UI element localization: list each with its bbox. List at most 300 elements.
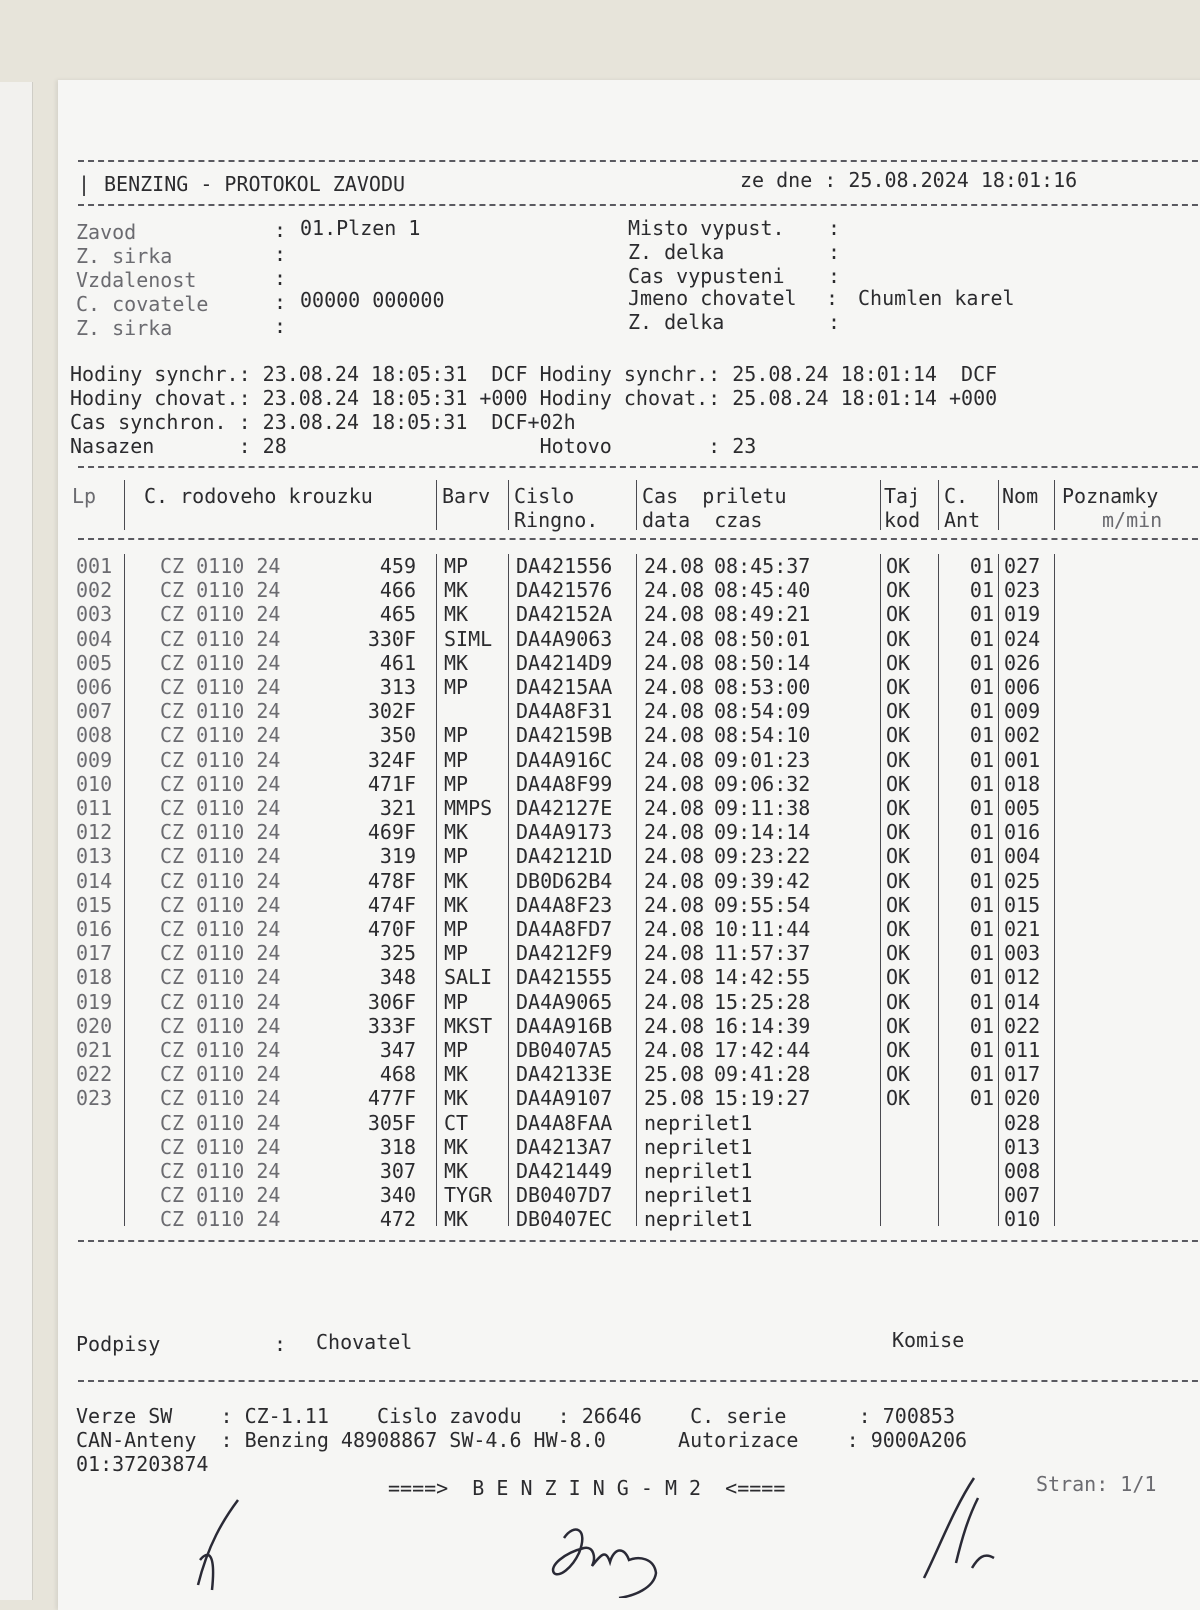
row-ring-number: CZ 0110 24 <box>160 1013 281 1038</box>
row-chip-number: DB0407D7 <box>516 1183 613 1208</box>
row-antenna: 01 <box>969 820 994 845</box>
divider <box>78 160 1200 162</box>
row-arrival-date: 24.08 <box>644 602 705 627</box>
col-header-speed: m/min <box>1102 508 1163 532</box>
table-row <box>58 699 1188 723</box>
row-arrival-date: 24.08 <box>644 917 705 941</box>
table-row <box>58 651 1188 675</box>
row-chip-number: DA421555 <box>516 965 613 990</box>
table-row <box>58 748 1188 772</box>
row-lp: 019 <box>76 989 113 1014</box>
table-row <box>58 1038 1188 1062</box>
row-antenna: 01 <box>969 578 994 603</box>
row-ring-suffix: 477F <box>367 1086 416 1111</box>
row-color: MK <box>444 650 469 675</box>
row-arrival-time: 08:45:37 <box>714 554 811 578</box>
row-ring-number: CZ 0110 24 <box>160 1110 281 1135</box>
info-colon: : <box>274 266 287 290</box>
table-row <box>58 844 1188 868</box>
info-colon: : <box>828 264 841 288</box>
row-antenna: 01 <box>969 675 994 699</box>
row-secret-code: OK <box>886 578 911 603</box>
row-arrival-time: 09:11:38 <box>714 796 811 820</box>
row-ring-suffix: 474F <box>367 892 416 917</box>
row-ring-number: CZ 0110 24 <box>160 989 281 1014</box>
sync-line: Nasazen : 28 Hotovo : 23 <box>70 434 757 458</box>
row-arrival-date: 24.08 <box>644 1038 705 1062</box>
row-lp: 014 <box>76 868 113 893</box>
row-ring-number: CZ 0110 24 <box>160 868 281 893</box>
row-antenna: 01 <box>969 844 994 869</box>
row-antenna: 01 <box>969 892 994 917</box>
row-arrival-date: 24.08 <box>644 626 705 651</box>
row-lp: 005 <box>76 650 113 675</box>
table-row <box>58 965 1188 989</box>
signatures-colon: : <box>274 1332 287 1356</box>
row-nomination: 023 <box>1004 578 1041 603</box>
row-ring-number: CZ 0110 24 <box>160 602 281 627</box>
row-ring-suffix: 324F <box>367 747 416 772</box>
row-antenna: 01 <box>969 989 994 1014</box>
row-color: CT <box>444 1110 469 1135</box>
row-chip-number: DA42127E <box>516 796 613 820</box>
row-lp: 006 <box>76 675 113 699</box>
row-arrival-date: 24.08 <box>644 578 705 603</box>
row-ring-number: CZ 0110 24 <box>160 1159 281 1183</box>
info-label: Zavod <box>76 220 137 244</box>
col-header-color: Barv <box>442 484 491 508</box>
table-row <box>58 675 1188 699</box>
row-ring-number: CZ 0110 24 <box>160 771 281 796</box>
divider <box>78 466 1200 468</box>
row-secret-code: OK <box>886 650 911 675</box>
row-chip-number: DA4A8F31 <box>516 699 613 724</box>
row-secret-code: OK <box>886 1013 911 1038</box>
row-color: MK <box>444 1159 469 1183</box>
row-arrival-time: 08:50:01 <box>714 626 811 651</box>
row-secret-code: OK <box>886 892 911 917</box>
row-ring-suffix: 313 <box>379 675 416 699</box>
row-ring-number: CZ 0110 24 <box>160 1062 281 1087</box>
row-ring-suffix: 348 <box>379 965 416 990</box>
row-arrival-time: 09:06:32 <box>714 771 811 796</box>
info-label: Cas vypusteni <box>628 264 785 288</box>
row-secret-code: OK <box>886 626 911 651</box>
row-arrival-date: 24.08 <box>644 1013 705 1038</box>
row-chip-number: DA421449 <box>516 1159 613 1183</box>
col-header-date-time: data czas <box>642 508 763 532</box>
col-separator <box>880 480 881 530</box>
table-row <box>58 1135 1188 1159</box>
row-color: SIML <box>444 626 493 651</box>
row-lp: 011 <box>76 796 113 820</box>
row-ring-number: CZ 0110 24 <box>160 626 281 651</box>
info-value: 01.Plzen 1 <box>300 216 421 240</box>
row-ring-suffix: 333F <box>367 1013 416 1038</box>
row-secret-code: OK <box>886 554 911 578</box>
row-lp: 010 <box>76 771 113 796</box>
row-ring-number: CZ 0110 24 <box>160 699 281 724</box>
row-color: MP <box>444 989 469 1014</box>
row-color: MK <box>444 868 469 893</box>
info-label: C. covatele <box>76 292 209 316</box>
row-secret-code: OK <box>886 602 911 627</box>
table-row <box>58 1062 1188 1086</box>
table-row <box>58 1086 1188 1110</box>
col-header-c: C. <box>944 484 969 508</box>
row-color: MK <box>444 1134 469 1159</box>
row-antenna: 01 <box>969 1086 994 1111</box>
row-ring-number: CZ 0110 24 <box>160 917 281 941</box>
table-row <box>58 1014 1188 1038</box>
sync-line: Hodiny synchr.: 23.08.24 18:05:31 DCF Hodiny synchr.: 25.08.24 18:01:14 DCF <box>70 362 998 386</box>
row-lp: 002 <box>76 578 113 603</box>
row-chip-number: DA421576 <box>516 578 613 603</box>
row-arrival-time: 16:14:39 <box>714 1013 811 1038</box>
row-lp: 004 <box>76 626 113 651</box>
info-label: Z. delka <box>628 310 725 334</box>
row-chip-number: DA4A9173 <box>516 820 613 845</box>
row-nomination: 002 <box>1004 723 1041 748</box>
row-ring-number: CZ 0110 24 <box>160 1207 281 1232</box>
row-nomination: 021 <box>1004 917 1041 941</box>
info-colon: : <box>828 240 841 264</box>
row-lp: 018 <box>76 965 113 990</box>
row-chip-number: DA4215AA <box>516 675 613 699</box>
row-ring-suffix: 472 <box>379 1207 416 1232</box>
row-arrival-date: 24.08 <box>644 747 705 772</box>
row-lp: 001 <box>76 554 113 578</box>
row-ring-number: CZ 0110 24 <box>160 723 281 748</box>
row-color: MP <box>444 554 469 578</box>
row-lp: 016 <box>76 917 113 941</box>
row-arrival-time: 09:41:28 <box>714 1062 811 1087</box>
row-chip-number: DA4A9065 <box>516 989 613 1014</box>
row-nomination: 025 <box>1004 868 1041 893</box>
row-lp: 022 <box>76 1062 113 1087</box>
row-secret-code: OK <box>886 989 911 1014</box>
row-arrival-date: 25.08 <box>644 1062 705 1087</box>
row-chip-number: DA42152A <box>516 602 613 627</box>
row-arrival-date: 24.08 <box>644 723 705 748</box>
row-arrival-time: 08:54:09 <box>714 699 811 724</box>
row-antenna: 01 <box>969 771 994 796</box>
row-secret-code: OK <box>886 1038 911 1062</box>
row-arrival-date: 24.08 <box>644 844 705 869</box>
row-ring-suffix: 469F <box>367 820 416 845</box>
row-chip-number: DA421556 <box>516 554 613 578</box>
row-ring-suffix: 319 <box>379 844 416 869</box>
row-nomination: 009 <box>1004 699 1041 724</box>
table-row <box>58 820 1188 844</box>
row-lp: 013 <box>76 844 113 869</box>
info-label: Vzdalenost <box>76 268 197 292</box>
footer-antennas: CAN-Anteny : Benzing 48908867 SW-4.6 HW-8.0 Autorizace : 9000A206 <box>76 1428 968 1452</box>
row-lp: 012 <box>76 820 113 845</box>
row-color: MK <box>444 602 469 627</box>
row-antenna: 01 <box>969 554 994 578</box>
row-antenna: 01 <box>969 941 994 966</box>
info-label: Z. sirka <box>76 244 173 268</box>
row-arrival-time: 15:19:27 <box>714 1086 811 1111</box>
row-chip-number: DA4A8FD7 <box>516 917 613 941</box>
row-lp: 021 <box>76 1038 113 1062</box>
signature-scribble <box>894 1468 1004 1588</box>
info-colon: : <box>274 242 287 266</box>
row-ring-suffix: 340 <box>379 1183 416 1208</box>
col-header-arrival: Cas priletu <box>642 484 787 508</box>
signature-breeder-label: Chovatel <box>316 1330 413 1354</box>
row-color: MKST <box>444 1013 493 1038</box>
row-ring-suffix: 461 <box>379 650 416 675</box>
signatures-label: Podpisy <box>76 1332 161 1356</box>
row-ring-suffix: 471F <box>367 771 416 796</box>
row-secret-code: OK <box>886 868 911 893</box>
row-arrival-date: neprilet1 <box>644 1110 753 1135</box>
info-label: Misto vypust. <box>628 216 785 240</box>
info-value: 00000 000000 <box>300 288 445 312</box>
row-color: MK <box>444 820 469 845</box>
row-ring-number: CZ 0110 24 <box>160 796 281 820</box>
col-separator <box>124 480 125 530</box>
row-arrival-date: neprilet1 <box>644 1159 753 1183</box>
row-secret-code: OK <box>886 917 911 941</box>
info-colon: : <box>828 216 841 240</box>
row-ring-number: CZ 0110 24 <box>160 892 281 917</box>
row-chip-number: DA42121D <box>516 844 613 869</box>
row-ring-suffix: 468 <box>379 1062 416 1087</box>
row-secret-code: OK <box>886 699 911 724</box>
row-color: MK <box>444 1062 469 1087</box>
row-color: MK <box>444 1086 469 1111</box>
signature-scribble <box>544 1518 674 1598</box>
row-arrival-time: 08:53:00 <box>714 675 811 699</box>
row-ring-number: CZ 0110 24 <box>160 747 281 772</box>
row-ring-suffix: 306F <box>367 989 416 1014</box>
row-ring-suffix: 459 <box>379 554 416 578</box>
row-chip-number: DA4A9107 <box>516 1086 613 1111</box>
row-nomination: 016 <box>1004 820 1041 845</box>
row-ring-suffix: 318 <box>379 1134 416 1159</box>
row-lp: 017 <box>76 941 113 966</box>
row-ring-number: CZ 0110 24 <box>160 1134 281 1159</box>
row-nomination: 005 <box>1004 796 1041 820</box>
row-color: MK <box>444 578 469 603</box>
col-separator <box>938 480 939 530</box>
col-header-nom: Nom <box>1002 484 1039 508</box>
row-color: MP <box>444 917 469 941</box>
row-arrival-date: 24.08 <box>644 554 705 578</box>
footer-brand: ====> B E N Z I N G - M 2 <==== <box>388 1476 786 1500</box>
row-secret-code: OK <box>886 723 911 748</box>
row-lp: 015 <box>76 892 113 917</box>
row-antenna: 01 <box>969 1062 994 1087</box>
row-color: TYGR <box>444 1183 493 1208</box>
col-header-secret: Taj <box>884 484 921 508</box>
race-protocol-sheet <box>58 80 1200 1610</box>
row-ring-suffix: 347 <box>379 1038 416 1062</box>
row-chip-number: DA4A8F23 <box>516 892 613 917</box>
row-antenna: 01 <box>969 1013 994 1038</box>
row-arrival-date: 24.08 <box>644 650 705 675</box>
row-arrival-date: 24.08 <box>644 699 705 724</box>
row-ring-suffix: 478F <box>367 868 416 893</box>
table-row <box>58 796 1188 820</box>
row-lp: 007 <box>76 699 113 724</box>
row-arrival-date: 24.08 <box>644 989 705 1014</box>
table-row <box>58 1111 1188 1135</box>
row-arrival-time: 11:57:37 <box>714 941 811 966</box>
row-ring-number: CZ 0110 24 <box>160 650 281 675</box>
row-secret-code: OK <box>886 747 911 772</box>
col-separator <box>1054 480 1055 530</box>
row-nomination: 001 <box>1004 747 1041 772</box>
row-nomination: 012 <box>1004 965 1041 990</box>
row-antenna: 01 <box>969 723 994 748</box>
row-arrival-date: 24.08 <box>644 771 705 796</box>
underlying-sheet <box>0 82 33 1600</box>
col-separator <box>998 480 999 530</box>
row-ring-suffix: 307 <box>379 1159 416 1183</box>
info-label: Z. delka <box>628 240 725 264</box>
row-arrival-date: 24.08 <box>644 868 705 893</box>
row-chip-number: DA4213A7 <box>516 1134 613 1159</box>
row-nomination: 003 <box>1004 941 1041 966</box>
row-nomination: 011 <box>1004 1038 1041 1062</box>
row-arrival-time: 08:49:21 <box>714 602 811 627</box>
info-label: Z. sirka <box>76 316 173 340</box>
row-antenna: 01 <box>969 626 994 651</box>
table-row <box>58 554 1188 578</box>
table-row <box>58 941 1188 965</box>
row-ring-number: CZ 0110 24 <box>160 844 281 869</box>
row-antenna: 01 <box>969 917 994 941</box>
row-ring-number: CZ 0110 24 <box>160 965 281 990</box>
table-row <box>58 869 1188 893</box>
row-arrival-date: 24.08 <box>644 892 705 917</box>
info-colon: : <box>826 286 839 310</box>
protocol-title: BENZING - PROTOKOL ZAVODU <box>104 172 406 196</box>
row-chip-number: DA4214D9 <box>516 650 613 675</box>
row-color: SALI <box>444 965 493 990</box>
row-ring-suffix: 321 <box>379 796 416 820</box>
row-nomination: 004 <box>1004 844 1041 869</box>
row-antenna: 01 <box>969 1038 994 1062</box>
signature-commission-label: Komise <box>892 1328 965 1352</box>
row-secret-code: OK <box>886 965 911 990</box>
row-ring-suffix: 466 <box>379 578 416 603</box>
row-arrival-date: 24.08 <box>644 965 705 990</box>
row-ring-number: CZ 0110 24 <box>160 1183 281 1208</box>
row-color: MP <box>444 941 469 966</box>
info-colon: : <box>274 314 287 338</box>
row-lp: 003 <box>76 602 113 627</box>
row-ring-number: CZ 0110 24 <box>160 578 281 603</box>
info-label: Jmeno chovatel <box>628 286 797 310</box>
col-separator <box>508 480 509 530</box>
row-secret-code: OK <box>886 771 911 796</box>
table-row <box>58 1183 1188 1207</box>
col-header-notes: Poznamky <box>1062 484 1159 508</box>
col-header-number: Cislo <box>514 484 575 508</box>
row-ring-suffix: 305F <box>367 1110 416 1135</box>
row-antenna: 01 <box>969 796 994 820</box>
row-color: MP <box>444 771 469 796</box>
sync-line: Hodiny chovat.: 23.08.24 18:05:31 +000 Hodiny chovat.: 25.08.24 18:01:14 +000 <box>70 386 998 410</box>
row-secret-code: OK <box>886 796 911 820</box>
footer-id: 01:37203874 <box>76 1452 209 1476</box>
row-antenna: 01 <box>969 602 994 627</box>
row-arrival-time: 09:14:14 <box>714 820 811 845</box>
row-nomination: 026 <box>1004 650 1041 675</box>
row-arrival-date: 24.08 <box>644 796 705 820</box>
row-secret-code: OK <box>886 941 911 966</box>
row-nomination: 015 <box>1004 892 1041 917</box>
row-chip-number: DA4A8FAA <box>516 1110 613 1135</box>
row-color: MP <box>444 723 469 748</box>
row-lp: 023 <box>76 1086 113 1111</box>
row-ring-suffix: 350 <box>379 723 416 748</box>
table-row <box>58 627 1188 651</box>
table-row <box>58 990 1188 1014</box>
row-color: MK <box>444 1207 469 1232</box>
row-ring-suffix: 330F <box>367 626 416 651</box>
divider <box>78 538 1200 540</box>
row-arrival-time: 09:01:23 <box>714 747 811 772</box>
row-nomination: 017 <box>1004 1062 1041 1087</box>
row-arrival-time: 15:25:28 <box>714 989 811 1014</box>
protocol-date: ze dne : 25.08.2024 18:01:16 <box>740 168 1078 192</box>
row-arrival-date: neprilet1 <box>644 1183 753 1208</box>
row-ring-suffix: 325 <box>379 941 416 966</box>
row-secret-code: OK <box>886 820 911 845</box>
row-lp: 009 <box>76 747 113 772</box>
row-chip-number: DA4A8F99 <box>516 771 613 796</box>
row-color: MK <box>444 892 469 917</box>
col-header-antenna: Ant <box>944 508 981 532</box>
col-header-ring: C. rodoveho krouzku <box>144 484 373 508</box>
row-secret-code: OK <box>886 1086 911 1111</box>
row-ring-number: CZ 0110 24 <box>160 1038 281 1062</box>
row-nomination: 022 <box>1004 1013 1041 1038</box>
row-antenna: 01 <box>969 868 994 893</box>
col-header-code: kod <box>884 508 921 532</box>
divider <box>78 1240 1200 1242</box>
row-arrival-time: 08:54:10 <box>714 723 811 748</box>
row-nomination: 010 <box>1004 1207 1041 1232</box>
table-row <box>58 1207 1188 1231</box>
row-antenna: 01 <box>969 965 994 990</box>
row-arrival-date: neprilet1 <box>644 1207 753 1232</box>
row-nomination: 027 <box>1004 554 1041 578</box>
table-row <box>58 893 1188 917</box>
row-ring-number: CZ 0110 24 <box>160 554 281 578</box>
row-antenna: 01 <box>969 650 994 675</box>
row-color: MP <box>444 844 469 869</box>
row-chip-number: DA42133E <box>516 1062 613 1087</box>
row-lp: 020 <box>76 1013 113 1038</box>
footer-software: Verze SW : CZ-1.11 Cislo zavodu : 26646 C. serie : 700853 <box>76 1404 955 1428</box>
page-number: Stran: 1/1 <box>1036 1472 1157 1496</box>
row-arrival-time: 09:55:54 <box>714 892 811 917</box>
row-antenna: 01 <box>969 747 994 772</box>
table-row <box>58 602 1188 626</box>
row-arrival-date: 24.08 <box>644 941 705 966</box>
row-chip-number: DA4A916B <box>516 1013 613 1038</box>
row-ring-number: CZ 0110 24 <box>160 941 281 966</box>
row-ring-number: CZ 0110 24 <box>160 675 281 699</box>
info-colon: : <box>274 290 287 314</box>
